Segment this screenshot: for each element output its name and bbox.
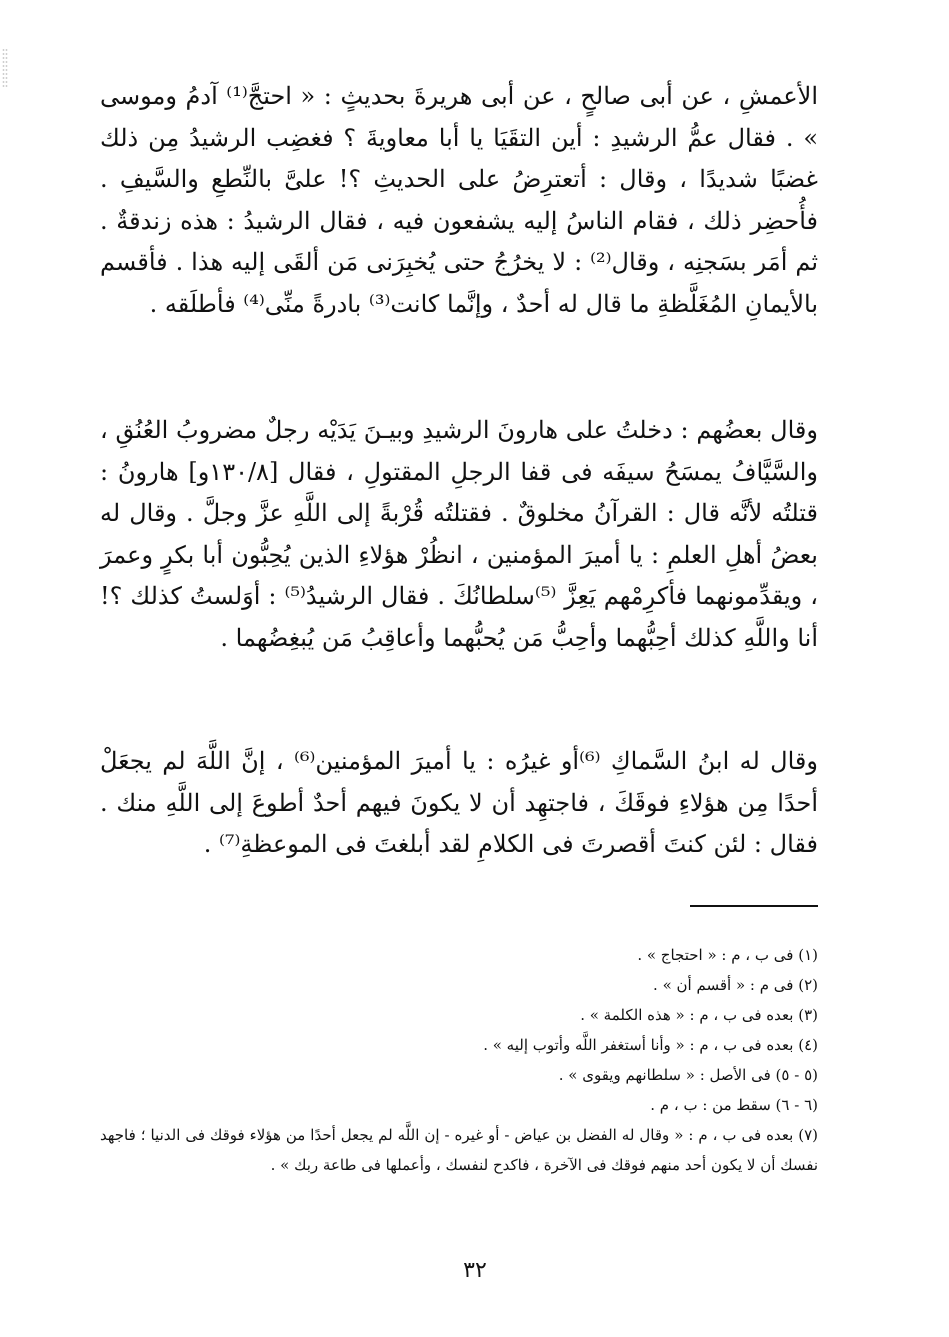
- footnote: (٥ - ٥) فى الأصل : « سلطانهم ويقوى » .: [558, 1066, 818, 1084]
- footnotes: [100, 940, 818, 1180]
- footnote: (٢) فى م : « أقسم أن » .: [653, 976, 818, 994]
- footnote-separator: [690, 905, 818, 907]
- footnote: (٣) بعده فى ب ، م : « هذه الكلمة » .: [580, 1006, 818, 1024]
- footnote: (١) فى ب ، م : « احتجاج » .: [637, 946, 818, 964]
- footnote: (٤) بعده فى ب ، م : « وأنا أستغفر اللَّه وأتوب إليه » .: [483, 1036, 818, 1054]
- page-number: ٣٢: [463, 1258, 487, 1283]
- footnote: (٦ - ٦) سقط من : ب ، م .: [650, 1096, 818, 1114]
- body-paragraph: وقال له ابنُ السَّماكِ ⁽⁶⁾أو غيرُه : يا أميرَ المؤمنين⁽⁶⁾ ، إنَّ اللَّهَ لم يجعَلْ أحدًا مِن هؤلاءِ فوقَكَ ، فاجتهِد أن لا يكونَ فيهم أحدٌ أطوعَ إلى اللَّهِ منك . فقال : لئن كنتَ أقصرتَ فى الكلامِ لقد أبلغتَ فى الموعظةِ⁽⁷⁾ .: [100, 747, 818, 858]
- body-paragraph: وقال بعضُهم : دخلتُ على هارونَ الرشيدِ وبيـنَ يَدَيْه رجلٌ مضروبُ العُنُقِ ، والسَّيَّافُ يمسَحُ سيفَه فى قفا الرجلِ المقتولِ ، فقال [١٣٠/٨و] هارونُ : قتلتُه لأنَّه قال : القرآنُ مخلوقٌ . فقتلتُه قُرْبةً إلى اللَّهِ عزَّ وجلَّ . وقال له بعضُ أهلِ العلمِ : يا أميرَ المؤمنين ، انظُرْ هؤلاءِ الذين يُحِبُّون أبا بكرٍ وعمرَ ، ويقدِّمونهما فأكرِمْهم يَعِزَّ ⁽⁵⁾سلطانُكَ . فقال الرشيدُ⁽⁵⁾ : أوَلستُ كذلك ؟! أنا واللَّهِ كذلك أحِبُّهما وأحِبُّ مَن يُحبُّهما وأعاقِبُ مَن يُبغِضُهما .: [100, 416, 818, 652]
- footnote: (٧) بعده فى ب ، م : « وقال له الفضل بن عياض - أو غيره - إن اللَّه لم يجعل أحدًا من هؤلاء فوقك فى الدنيا ؛ فاجهد نفسك أن لا يكون أحد منهم فوقك فى الآخرة ، فاكدح لنفسك ، وأعملها فى طاعة ربك » .: [100, 1126, 818, 1174]
- body-paragraph: الأعمشِ ، عن أبى صالحٍ ، عن أبى هريرةَ بحديثٍ : « احتجَّ⁽¹⁾ آدمُ وموسى » . فقال عمُّ الرشيدِ : أين التقَيَا يا أبا معاويةَ ؟ فغضِب الرشيدُ مِن ذلك غضبًا شديدًا ، وقال : أتعترِضُ على الحديثِ ؟! علىَّ بالنِّطعِ والسَّيفِ . فأُحضِر ذلك ، فقام الناسُ إليه يشفعون فيه ، فقال الرشيدُ : هذه زندقةٌ . ثم أمَر بسَجنِه ، وقال⁽²⁾ : لا يخرُجُ حتى يُخبِرَنى مَن ألقَى إليه هذا . فأقسم بالأيمانِ المُغَلَّظةِ ما قال له أحدٌ ، وإنَّما كانت⁽³⁾ بادرةً منِّى⁽⁴⁾ فأطلَقه .: [100, 82, 818, 318]
- scan-artifact: [2, 48, 8, 88]
